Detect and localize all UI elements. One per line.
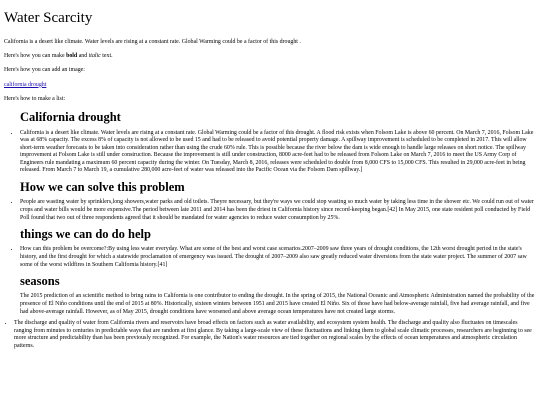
bold-line-prefix: Here's how you can make xyxy=(4,52,67,59)
section-seasons xyxy=(4,274,536,316)
bold-line-middle: and xyxy=(77,52,89,59)
section-solve-problem xyxy=(4,180,536,222)
section-heading: How we can solve this problem xyxy=(20,180,185,195)
section-list xyxy=(4,199,536,222)
page-title: Water Scarcity xyxy=(4,10,93,26)
seasons-paragraph: The 2015 prediction of an scientific method to bring rains to California is one contributor to ending the drought. In the spring of 2015, the National Oceanic and Atmospheric Administration named the probability of the presence of El Niño conditions until the end of 2015 at 80%. Historically, sixteen winters between 1951 and 2015 have created El Niño. Six of those have had below-average rainfall, five had average rainfall, and five had above-average rainfall. However, as of May 2015, drought conditions have worsened and above average ocean temperatures have not created large storms. xyxy=(20,293,535,315)
bold-italic-paragraph xyxy=(4,53,536,60)
california-drought-image-link[interactable]: california drought xyxy=(4,81,47,88)
bold-text: bold xyxy=(66,52,78,59)
image-instruction: Here's how you can add an image: xyxy=(4,67,85,74)
section-heading: things we can do do help xyxy=(20,227,151,242)
section-heading: California drought xyxy=(20,110,121,125)
italic-text: italic xyxy=(88,52,101,59)
list-item: • People are wasting water by sprinklers,long showers,water parks and old toilets. Theyre necessary, but they're ways we could stop wasting so much water by taking less time in the shower etc. We could run out of water crops and water bills would be more expensive.The period between late 2011 and 2014 has been the driest in California history since record-keeping began.[42] In May 2015, one state resident poll conducted by Field Poll found that two out of three respondents agreed that it should be mandated for water agencies to reduce water consumption by 25%. xyxy=(20,199,536,222)
section-list xyxy=(4,246,536,269)
list-item: • The discharge and quality of water from California rivers and reservoirs have broad effects on factors such as water availability, and ecosystem system health. The discharge and quality also fluctuates on timescales ranging from minutes to centuries in predictable ways that are random at first glance. By taking a large-scale view of these fluctuations and linking them to global scale climatic processes, researchers are beginning to see more structure and predictability than has been previously recognized. For example, the Nation's water resources are tied together on regional scales by the effects of ocean temperatures and atmospheric circulation patterns. xyxy=(14,320,536,350)
image-alt-link-wrapper xyxy=(4,82,536,89)
list-item: • California is a desert like climate. Water levels are rising at a constant rate. Global Warming could be a factor of this drought. A flood risk exists when Folsom Lake is above 60 percent. On March 7, 2016, Folsom Lake was at 68% capacity. The excess 8% of capacity is not allowed to be used 15 and had to be released to avoid potential property damage. A spillway improvement is scheduled to be completed in 2017. This will allow short-term weather forecasts to be taken into consideration rather than using the crude 60% rule. This is possible because the river below the dam is wide enough to handle large releases on short notice. The spillway improvement at Folsom Lake is still under construction. Because the improvement is still under construction, 8000 acre-feet had to be released from Folsom Lake on March 7, 2016 to meet the US Army Corp of Engineers rule mandating a maximum 60 percent capacity during the winter. On Tuesday, March 8, 2016, releases were scheduled to double from 8,000 CFS to 15,000 CFS. This resulted in 29,000 acre-feet in being released. From March 7 to March 19, a cumulative 280,000 acre-feet of water was released into the Pacific Ocean via the Folsom Dam spillway.] xyxy=(20,130,536,175)
section-things-to-help xyxy=(4,227,536,269)
list-item: • How can this problem be overcome?:By using less water everyday. What are some of the best and worst case scenarios.2007–2009 saw three years of drought conditions, the 12th worst drought period in the state's history, and the first drought for which a statewide proclamation of emergency was issued. The drought of 2007–2009 also saw greatly reduced water diversions from the state water project. The summer of 2007 saw some of the worst wildfires in Southern California history.[41] xyxy=(20,246,536,269)
intro-paragraph: California is a desert like climate. Water levels are rising at a constant rate. Global Warming could be a factor of this drought . xyxy=(4,38,301,45)
outer-list xyxy=(4,320,536,350)
list-instruction: Here's how to make a list: xyxy=(4,96,66,102)
section-heading: seasons xyxy=(20,274,60,289)
page xyxy=(0,10,540,350)
section-california-drought xyxy=(4,110,536,175)
section-list xyxy=(4,130,536,175)
bold-line-suffix: text. xyxy=(100,52,113,59)
